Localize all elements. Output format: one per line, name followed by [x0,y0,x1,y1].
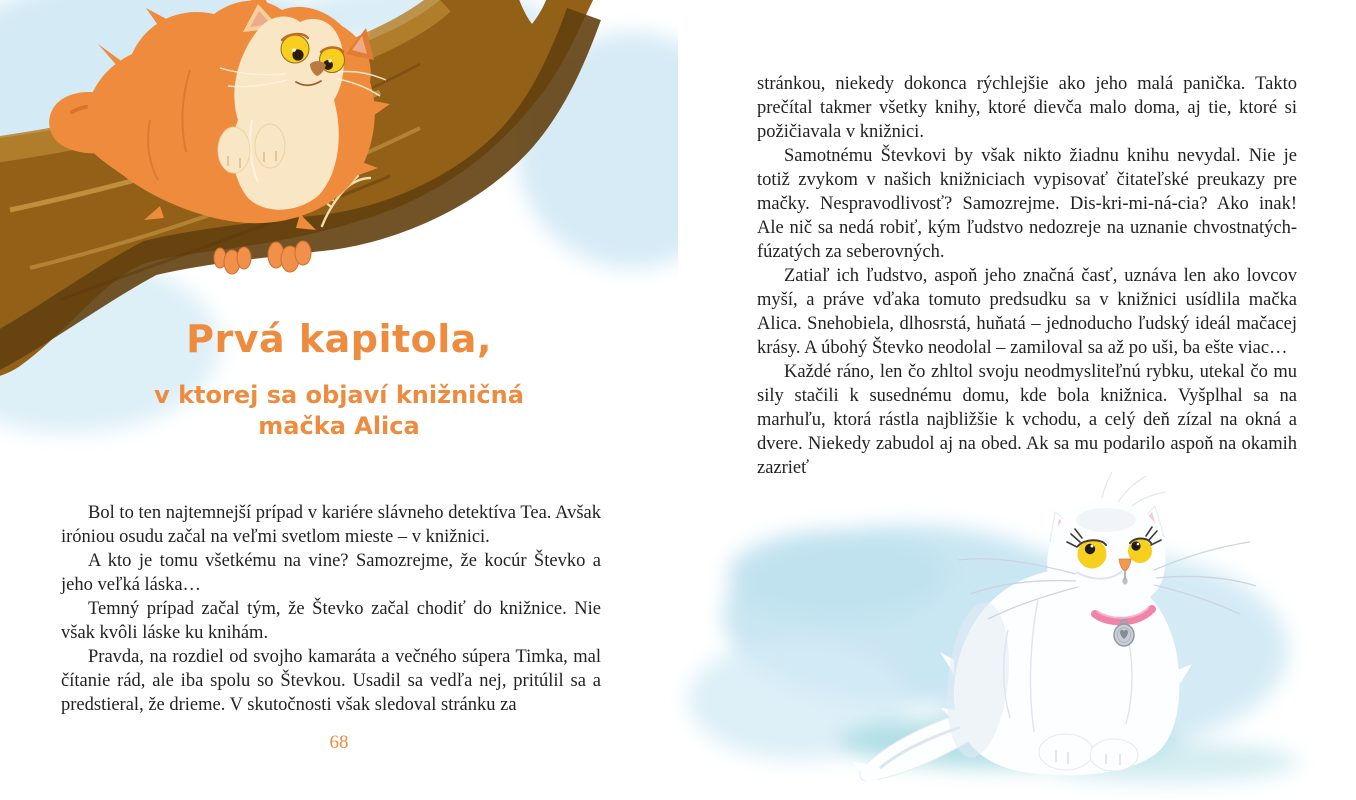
body-paragraph: Zatiaľ ich ľudstvo, aspoň jeho značná časť, uznáva len ako lovcov myší, a práve vďaka tomuto predsudku sa v knižnici usídlila mačka Alica. Snehobiela, dlhosrstá, huňatá – jednoducho ľudský ideál mačacej krásy. A úbohý Števko neodolal – zamiloval sa až po uši, ba ešte viac… [757,266,1297,358]
chapter-subtitle: v ktorej sa objaví knižničná mačka Alica [154,381,524,440]
body-paragraph: Každé ráno, len čo zhltol svoju neodmysliteľnú rybku, utekal čo mu sily stačili k susednému domu, kde bola knižnica. Vyšplhal sa na marhuľu, ktorá rástla najbližšie k vchodu, a celý deň zízal na okná a dvere. Niekedy zabudol aj na obed. Ak sa mu podarilo aspoň na okamih zazrieť [757,362,1297,478]
body-paragraph: Bol to ten najtemnejší prípad v kariére slávneho detektíva Tea. Avšak iróniou osudu začal na veľmi svetlom mieste – v knižnici. [61,503,601,547]
chapter-title: Prvá kapitola, [186,317,492,361]
white-cat-illustration [678,480,1356,800]
body-paragraph: Temný prípad začal tým, že Števko začal chodiť do knižnice. Nie však kvôli láske ku knihám. [61,599,601,643]
page-number: 68 [329,732,349,753]
body-paragraph: stránkou, niekedy dokonca rýchlejšie ako jeho malá panička. Takto prečítal takmer všetky knihy, ktoré dievča malo doma, aj tie, ktoré si požičiavala v knižnici. [757,74,1297,142]
body-paragraph: Pravda, na rozdiel od svojho kamaráta a večného súpera Timka, mal čítanie rád, ale iba spolu so Števkou. Usadil sa vedľa nej, pritúlil sa a predstieral, že drieme. V skutočnosti však sledoval stránku za [61,647,601,715]
body-paragraph: A kto je tomu všetkému na vine? Samozrejme, že kocúr Števko a jeho veľká láska… [61,551,601,595]
left-page-text [61,501,601,717]
right-page-text [757,72,1297,480]
right-page [678,0,1356,800]
body-paragraph: Samotnému Števkovi by však nikto žiadnu knihu nevydal. Nie je totiž zvykom v našich knižniciach vypisovať čitateľské preukazy pre mačky. Nespravodlivosť? Samozrejme. Dis-kri-mi-ná-cia? Ako inak! Ale nič sa nedá robiť, kým ľudstvo nedozreje na uznanie chvostnatých-fúzatých za seberovných. [757,146,1297,262]
